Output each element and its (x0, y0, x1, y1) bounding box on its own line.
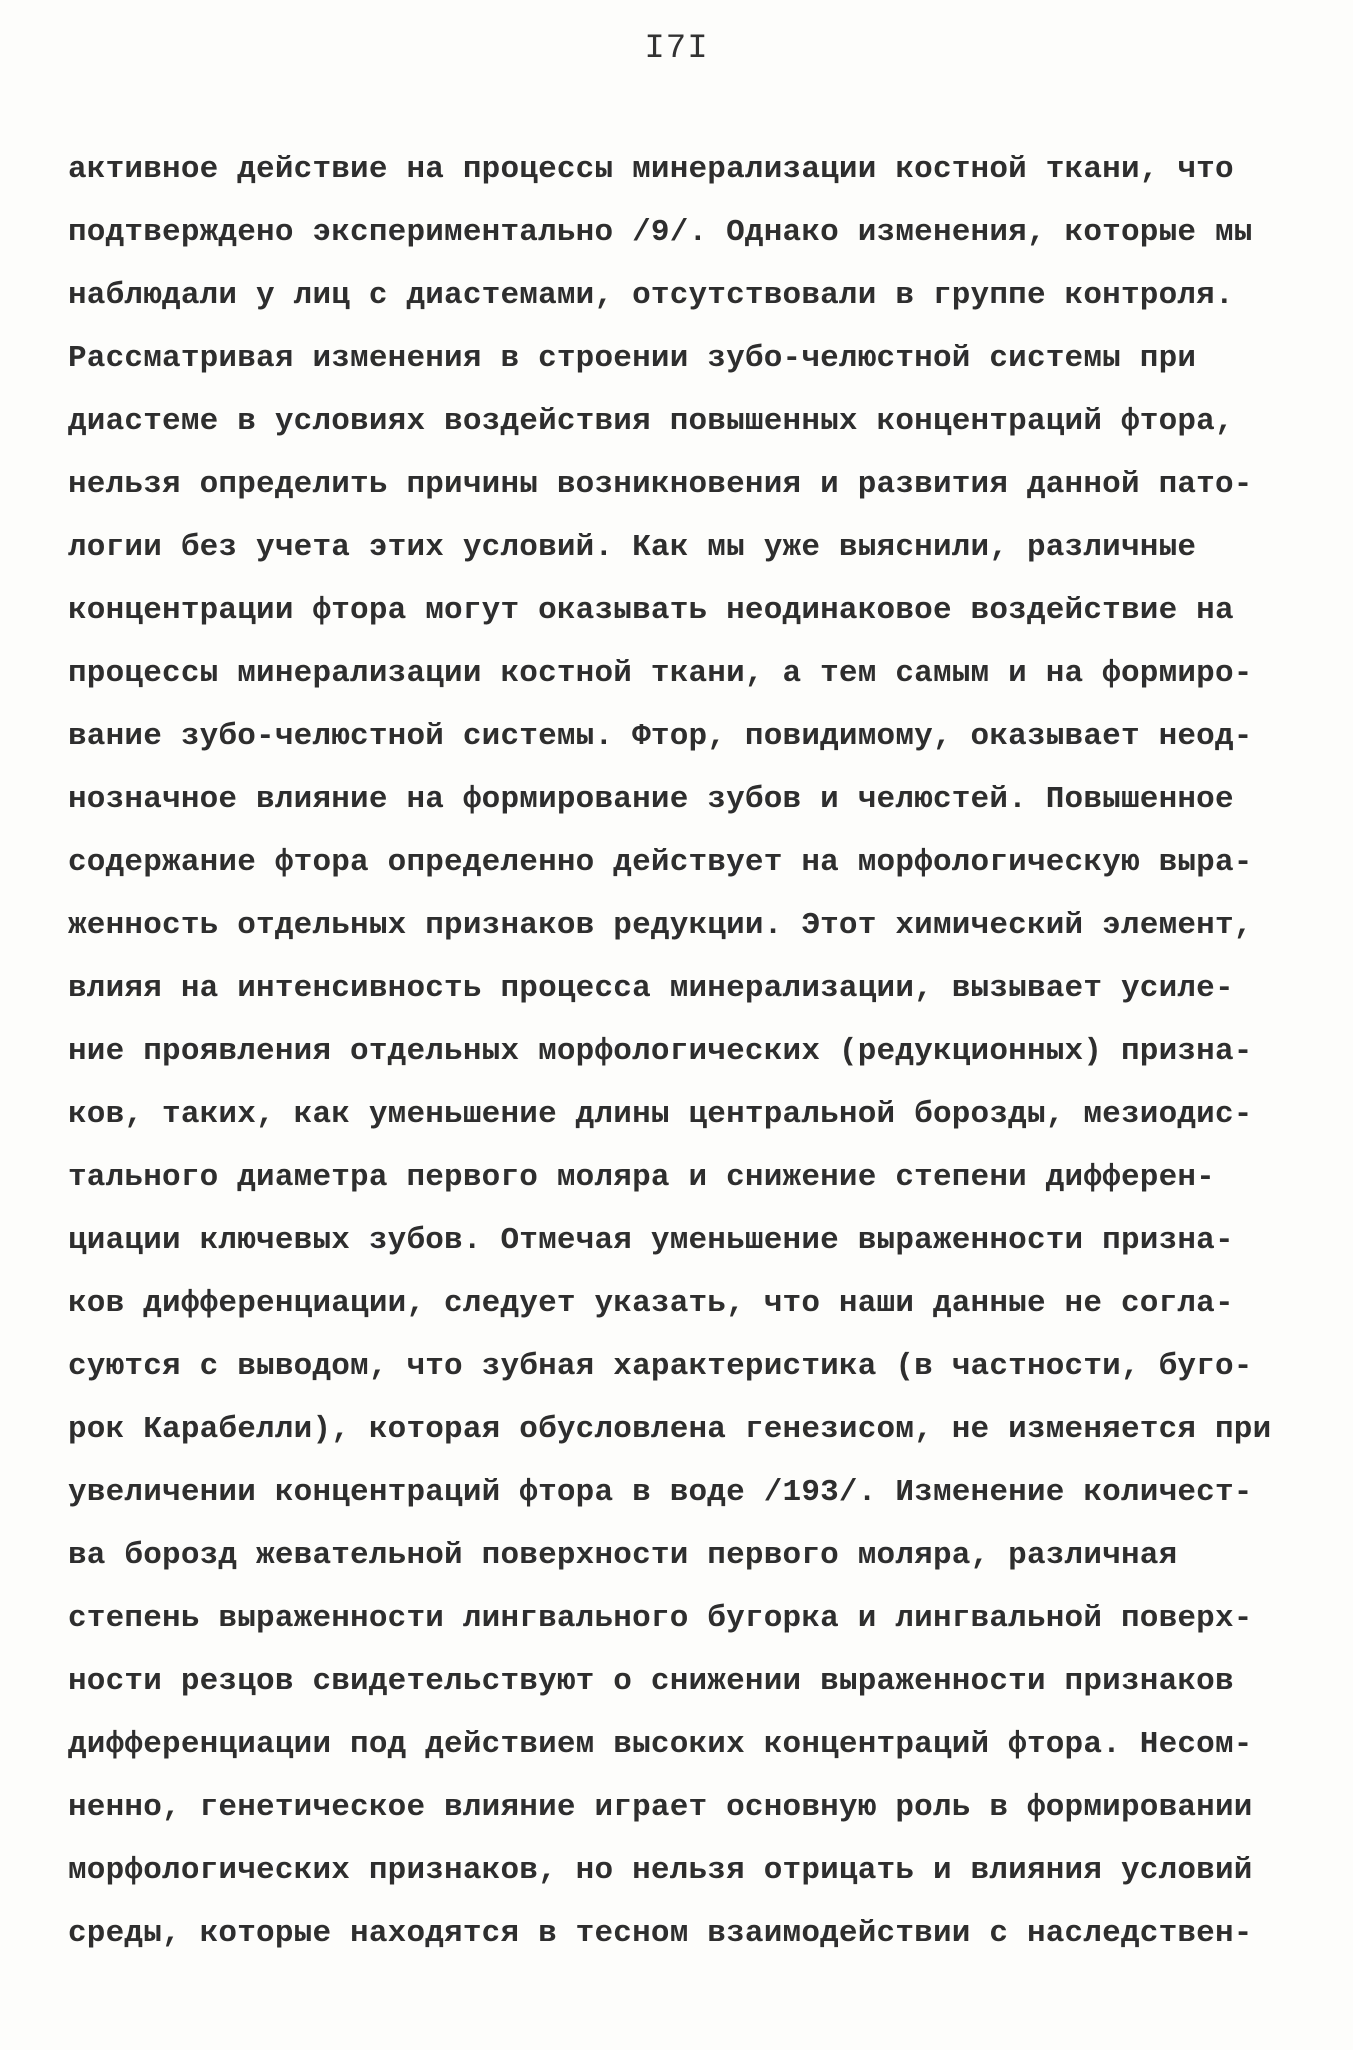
text-line: увеличении концентраций фтора в воде /193/. Изменение количест- (68, 1475, 1253, 1510)
text-line: содержание фтора определенно действует на морфологическую выра- (68, 845, 1253, 880)
text-line: нельзя определить причины возникновения и развития данной пато- (68, 467, 1253, 502)
text-line: концентрации фтора могут оказывать неодинаковое воздействие на (68, 593, 1234, 628)
text-line: наблюдали у лиц с диастемами, отсутствовали в группе контроля. (68, 278, 1234, 313)
text-line: вание зубо-челюстной системы. Фтор, повидимому, оказывает неод- (68, 719, 1253, 754)
text-line: циации ключевых зубов. Отмечая уменьшение выраженности призна- (68, 1223, 1234, 1258)
text-line: суются с выводом, что зубная характеристика (в частности, буго- (68, 1349, 1253, 1384)
text-line: подтверждено экспериментально /9/. Однако изменения, которые мы (68, 215, 1253, 250)
text-line: дифференциации под действием высоких концентраций фтора. Несом- (68, 1727, 1253, 1762)
text-line: ва борозд жевательной поверхности первого моляра, различная (68, 1538, 1178, 1573)
text-line: ности резцов свидетельствуют о снижении выраженности признаков (68, 1664, 1234, 1699)
text-line: Рассматривая изменения в строении зубо-челюстной системы при (68, 341, 1197, 376)
body-text (68, 138, 1308, 1965)
page-number: I7I (644, 30, 709, 68)
text-line: тального диаметра первого моляра и снижение степени дифферен- (68, 1160, 1215, 1195)
text-line: ков дифференциации, следует указать, что наши данные не согла- (68, 1286, 1234, 1321)
text-line: ние проявления отдельных морфологических (редукционных) призна- (68, 1034, 1253, 1069)
text-line: влияя на интенсивность процесса минерализации, вызывает усиле- (68, 971, 1234, 1006)
text-line: женность отдельных признаков редукции. Этот химический элемент, (68, 908, 1253, 943)
text-line: морфологических признаков, но нельзя отрицать и влияния условий (68, 1853, 1253, 1888)
text-line: ков, таких, как уменьшение длины центральной борозды, мезиодис- (68, 1097, 1253, 1132)
text-line: процессы минерализации костной ткани, а тем самым и на формиро- (68, 656, 1253, 691)
text-line: ненно, генетическое влияние играет основную роль в формировании (68, 1790, 1253, 1825)
text-line: среды, которые находятся в тесном взаимодействии с наследствен- (68, 1916, 1253, 1951)
text-line: степень выраженности лингвального бугорка и лингвальной поверх- (68, 1601, 1253, 1636)
text-line: нозначное влияние на формирование зубов и челюстей. Повышенное (68, 782, 1234, 817)
text-line: логии без учета этих условий. Как мы уже выяснили, различные (68, 530, 1197, 565)
text-line: диастеме в условиях воздействия повышенных концентраций фтора, (68, 404, 1234, 439)
text-line: рок Карабелли), которая обусловлена генезисом, не изменяется при (68, 1412, 1272, 1447)
text-line: активное действие на процессы минерализации костной ткани, что (68, 152, 1234, 187)
